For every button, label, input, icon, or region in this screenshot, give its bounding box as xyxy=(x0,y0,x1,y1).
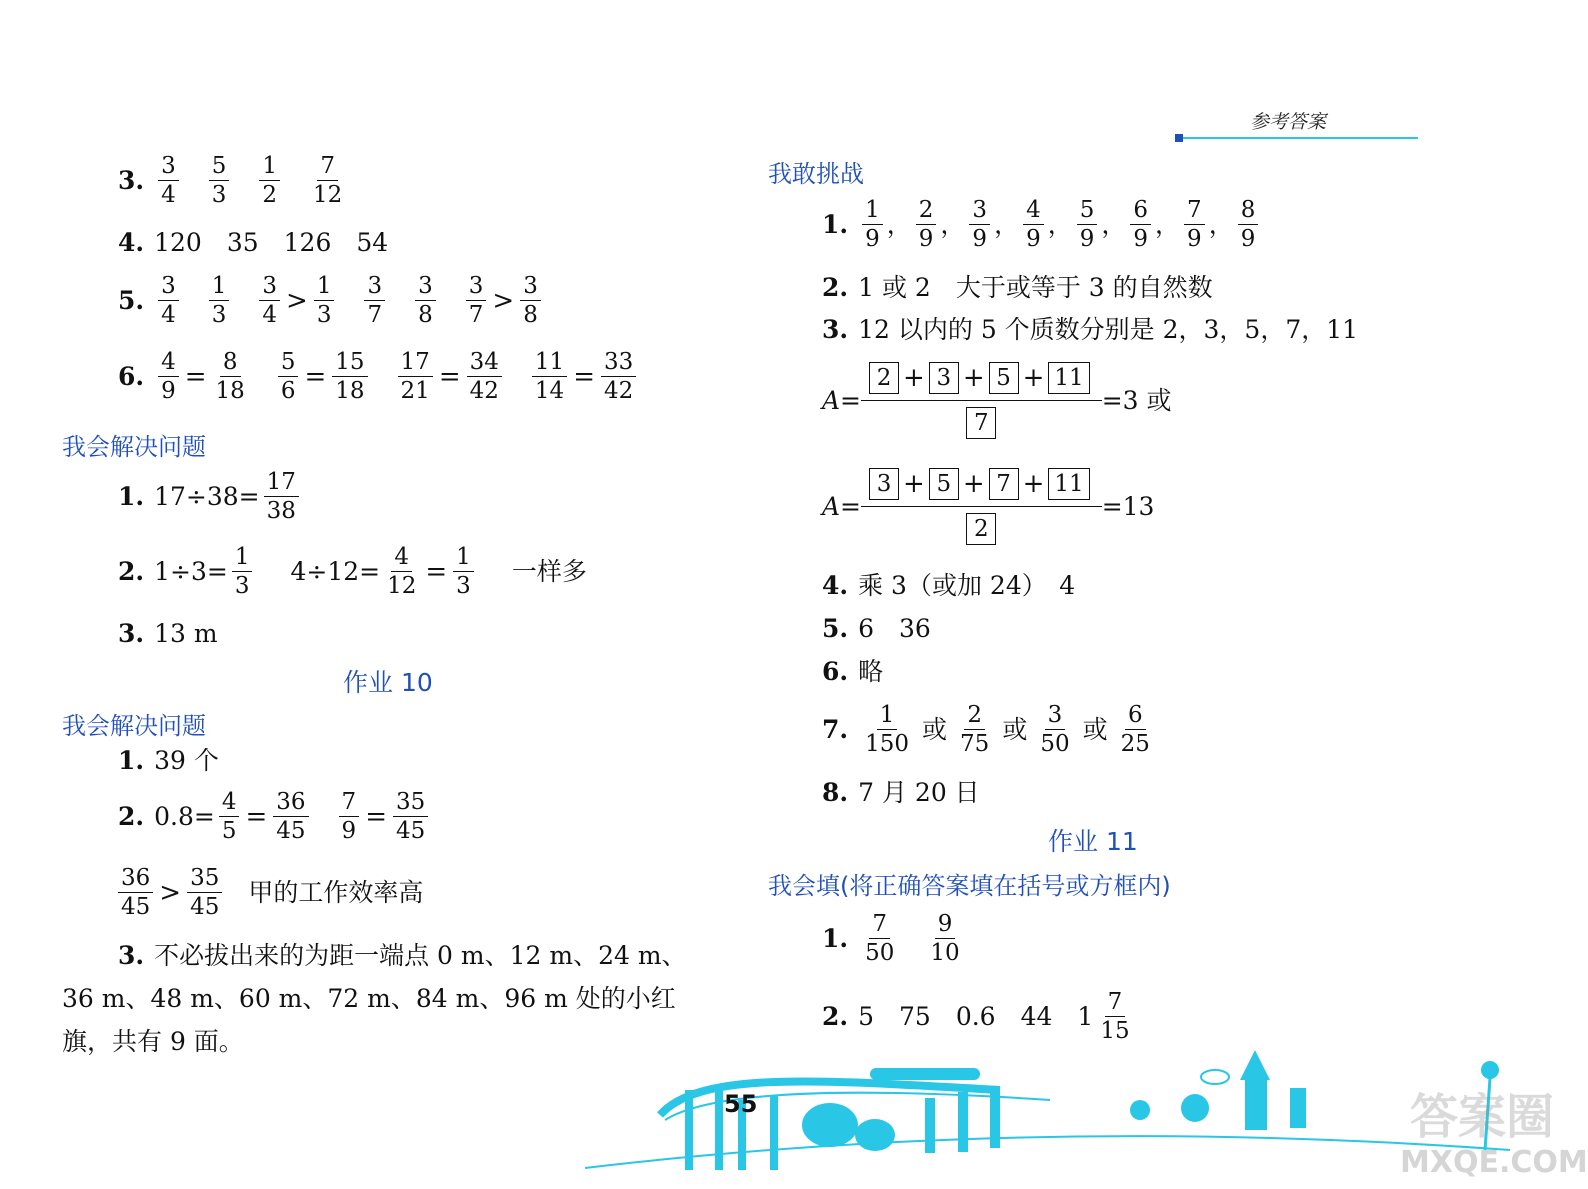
question-number: 1. xyxy=(822,210,849,240)
question-number: 5. xyxy=(118,286,145,316)
answer-text: 12 以内的 5 个质数分别是 2，3，5，7，11 xyxy=(858,315,1359,344)
left-p1 xyxy=(118,470,303,523)
question-number: 3. xyxy=(118,941,145,970)
right-c3 xyxy=(822,317,1358,342)
fraction: $\frac{4}{12}$ xyxy=(387,544,417,600)
question-number: 3. xyxy=(822,315,849,344)
answer-text: 5 75 0.6 44 1 xyxy=(858,1002,1094,1032)
answer-text: 13 m xyxy=(154,619,218,648)
right-d2: 2. 5 75 0.6 44 1 $\frac{7}{15}$ xyxy=(822,989,1130,1045)
box-fraction: 2 + 3 + 5 + 11 7 xyxy=(861,362,1102,439)
question-number: 8. xyxy=(822,778,849,807)
question-number: 6. xyxy=(822,657,849,686)
answer-text: 17÷38= xyxy=(154,482,260,512)
question-number: 2. xyxy=(118,802,145,832)
fraction: $\frac{1}{3}$ xyxy=(453,545,474,598)
answer-text: 旗，共有 9 面。 xyxy=(62,1027,244,1056)
fraction: $\frac{34}{42}$ xyxy=(467,350,502,403)
fraction: $\frac{35}{45}$ xyxy=(393,790,428,843)
fraction: $\frac{3}{4}$ xyxy=(259,274,280,327)
right-c5 xyxy=(822,616,931,641)
section-title: 我会解决问题 xyxy=(62,712,206,740)
question-number: 1. xyxy=(822,924,849,954)
fraction: $\frac{3}{8}$ xyxy=(415,274,436,327)
fraction: $\frac{36}{45}$ xyxy=(273,790,308,843)
question-number: 4. xyxy=(822,571,849,600)
answer-text: 1÷3= xyxy=(154,557,228,587)
header-rule xyxy=(1178,137,1418,139)
fraction: $\frac{4}{9}$ xyxy=(158,350,179,403)
answer-text: 4÷12= xyxy=(290,557,381,587)
left-p3 xyxy=(118,621,218,646)
answer-text: 乘 3（或加 24） 4 xyxy=(858,571,1076,600)
fraction: $\frac{1}{3}$ xyxy=(209,274,230,327)
watermark-url: MXQE.COM xyxy=(1400,1145,1588,1180)
answer-text: 39 个 xyxy=(154,746,219,775)
left-q3 xyxy=(118,154,349,207)
fraction: $\frac{4}{5}$ xyxy=(219,790,240,843)
fraction: $\frac{1}{3}$ xyxy=(314,274,335,327)
fraction: $\frac{3}{4}$ xyxy=(158,154,179,207)
answer-text: 120 35 126 54 xyxy=(154,228,389,257)
greater-than: > xyxy=(286,285,308,316)
answer-text: 略 xyxy=(858,657,884,686)
equation-lhs: A= xyxy=(822,386,862,415)
equation-rhs: =13 xyxy=(1101,492,1155,521)
header-dot xyxy=(1175,134,1183,142)
question-number: 3. xyxy=(118,619,145,648)
right-c2 xyxy=(822,275,1213,300)
question-number: 2. xyxy=(822,273,849,302)
question-number: 2. xyxy=(822,1002,849,1032)
question-number: 5. xyxy=(822,614,849,643)
question-number: 3. xyxy=(118,166,145,196)
equation-lhs: A= xyxy=(822,492,862,521)
equation-rhs: =3 或 xyxy=(1101,386,1172,415)
right-a1 xyxy=(822,362,1172,439)
header-label: 参考答案 xyxy=(1250,111,1327,133)
question-number: 2. xyxy=(118,557,145,587)
fraction: $\frac{35}{45}$ xyxy=(187,866,222,919)
fraction: $\frac{1}{3}$ xyxy=(232,545,253,598)
question-number: 7. xyxy=(822,715,849,745)
section-title: 我会填(将正确答案填在括号或方框内) xyxy=(768,872,1171,900)
fraction: $\frac{7}{9}$ xyxy=(339,790,360,843)
greater-than: > xyxy=(159,877,182,908)
fraction: $\frac{3}{8}$ xyxy=(520,274,541,327)
left-r2b xyxy=(114,866,423,919)
page-number: 55 xyxy=(724,1090,758,1118)
answer-text: 甲的工作效率高 xyxy=(248,878,424,908)
answer-text: 一样多 xyxy=(511,557,587,587)
fraction: $\frac{5}{3}$ xyxy=(209,154,230,207)
fraction: $\frac{5}{6}$ xyxy=(278,350,299,403)
right-c7: 7. $\frac{1}{150}$ 或 $\frac{2}{75}$ 或 $\frac{3}{50}$ 或 $\frac{6}{25}$ xyxy=(822,702,1150,758)
right-c1: 1. $\frac{1}{9}$ ， $\frac{2}{9}$ ， $\frac{3}{9}$ ， $\frac{4}{9}$ ， $\frac{5}{9}$ ， $\frac{6}{9}$ ， $\frac{7}{9}$ ， $\frac{8}{9}$ xyxy=(822,198,1262,251)
footer-decoration xyxy=(0,1040,1536,1189)
fraction: $\frac{7}{12}$ xyxy=(313,153,343,209)
fraction: $\frac{3}{4}$ xyxy=(158,274,179,327)
question-number: 6. xyxy=(118,362,145,392)
homework-title: 作业 11 xyxy=(1048,827,1138,856)
answer-text: 不必拔出来的为距一端点 0 m、12 m、24 m、 xyxy=(154,941,687,970)
left-q5 xyxy=(118,274,545,327)
answer-text: 36 m、48 m、60 m、72 m、84 m、96 m 处的小红 xyxy=(62,984,676,1013)
question-number: 4. xyxy=(118,228,145,257)
right-a2 xyxy=(822,468,1154,545)
section-title: 我敢挑战 xyxy=(768,160,864,188)
fraction: $\frac{8}{18}$ xyxy=(215,349,245,405)
section-title: 我会解决问题 xyxy=(62,433,206,461)
left-r1 xyxy=(118,748,219,773)
fraction: $\frac{1}{2}$ xyxy=(259,154,280,207)
fraction: $\frac{17}{21}$ xyxy=(398,350,433,403)
watermark-logo: 答案圈 xyxy=(1410,1089,1555,1145)
homework-title: 作业 10 xyxy=(343,668,433,697)
left-q6: 6. $\frac{4}{9}$ = $\frac{8}{18}$ $\frac{5}{6}$ = $\frac{15}{18}$ $\frac{17}{21}$ = $\frac{34}{42}$ $\frac{11}{14}$ = $\frac{33}{42}$ xyxy=(118,350,640,403)
question-number: 1. xyxy=(118,482,145,512)
right-c4 xyxy=(822,573,1075,598)
left-q4 xyxy=(118,230,388,255)
answer-text: 1 或 2 大于或等于 3 的自然数 xyxy=(858,273,1213,302)
answer-text: 6 36 xyxy=(858,614,931,643)
fraction: $\frac{3}{7}$ xyxy=(466,274,487,327)
fraction: $\frac{11}{14}$ xyxy=(532,350,567,403)
left-p2: 2. 1÷3= $\frac{1}{3}$ 4÷12= $\frac{4}{12}$ = $\frac{1}{3}$ 一样多 xyxy=(118,544,587,600)
question-number: 1. xyxy=(118,746,145,775)
answer-text: 7 月 20 日 xyxy=(858,778,980,807)
greater-than: > xyxy=(492,285,515,316)
fraction: $\frac{17}{38}$ xyxy=(264,470,299,523)
answer-text: 0.8= xyxy=(154,802,215,832)
box-fraction: 3 + 5 + 7 + 11 2 xyxy=(861,468,1102,545)
right-c6 xyxy=(822,659,883,684)
right-d1: 1. $\frac{7}{50}$ $\frac{9}{10}$ xyxy=(822,911,960,967)
left-r2: 2. 0.8= $\frac{4}{5}$ = $\frac{36}{45}$ $\frac{7}{9}$ = $\frac{35}{45}$ xyxy=(118,790,432,843)
fraction: $\frac{15}{18}$ xyxy=(332,350,367,403)
right-c8 xyxy=(822,780,980,805)
fraction: $\frac{36}{45}$ xyxy=(118,866,153,919)
fraction: $\frac{3}{7}$ xyxy=(364,274,385,327)
fraction: $\frac{33}{42}$ xyxy=(601,350,636,403)
